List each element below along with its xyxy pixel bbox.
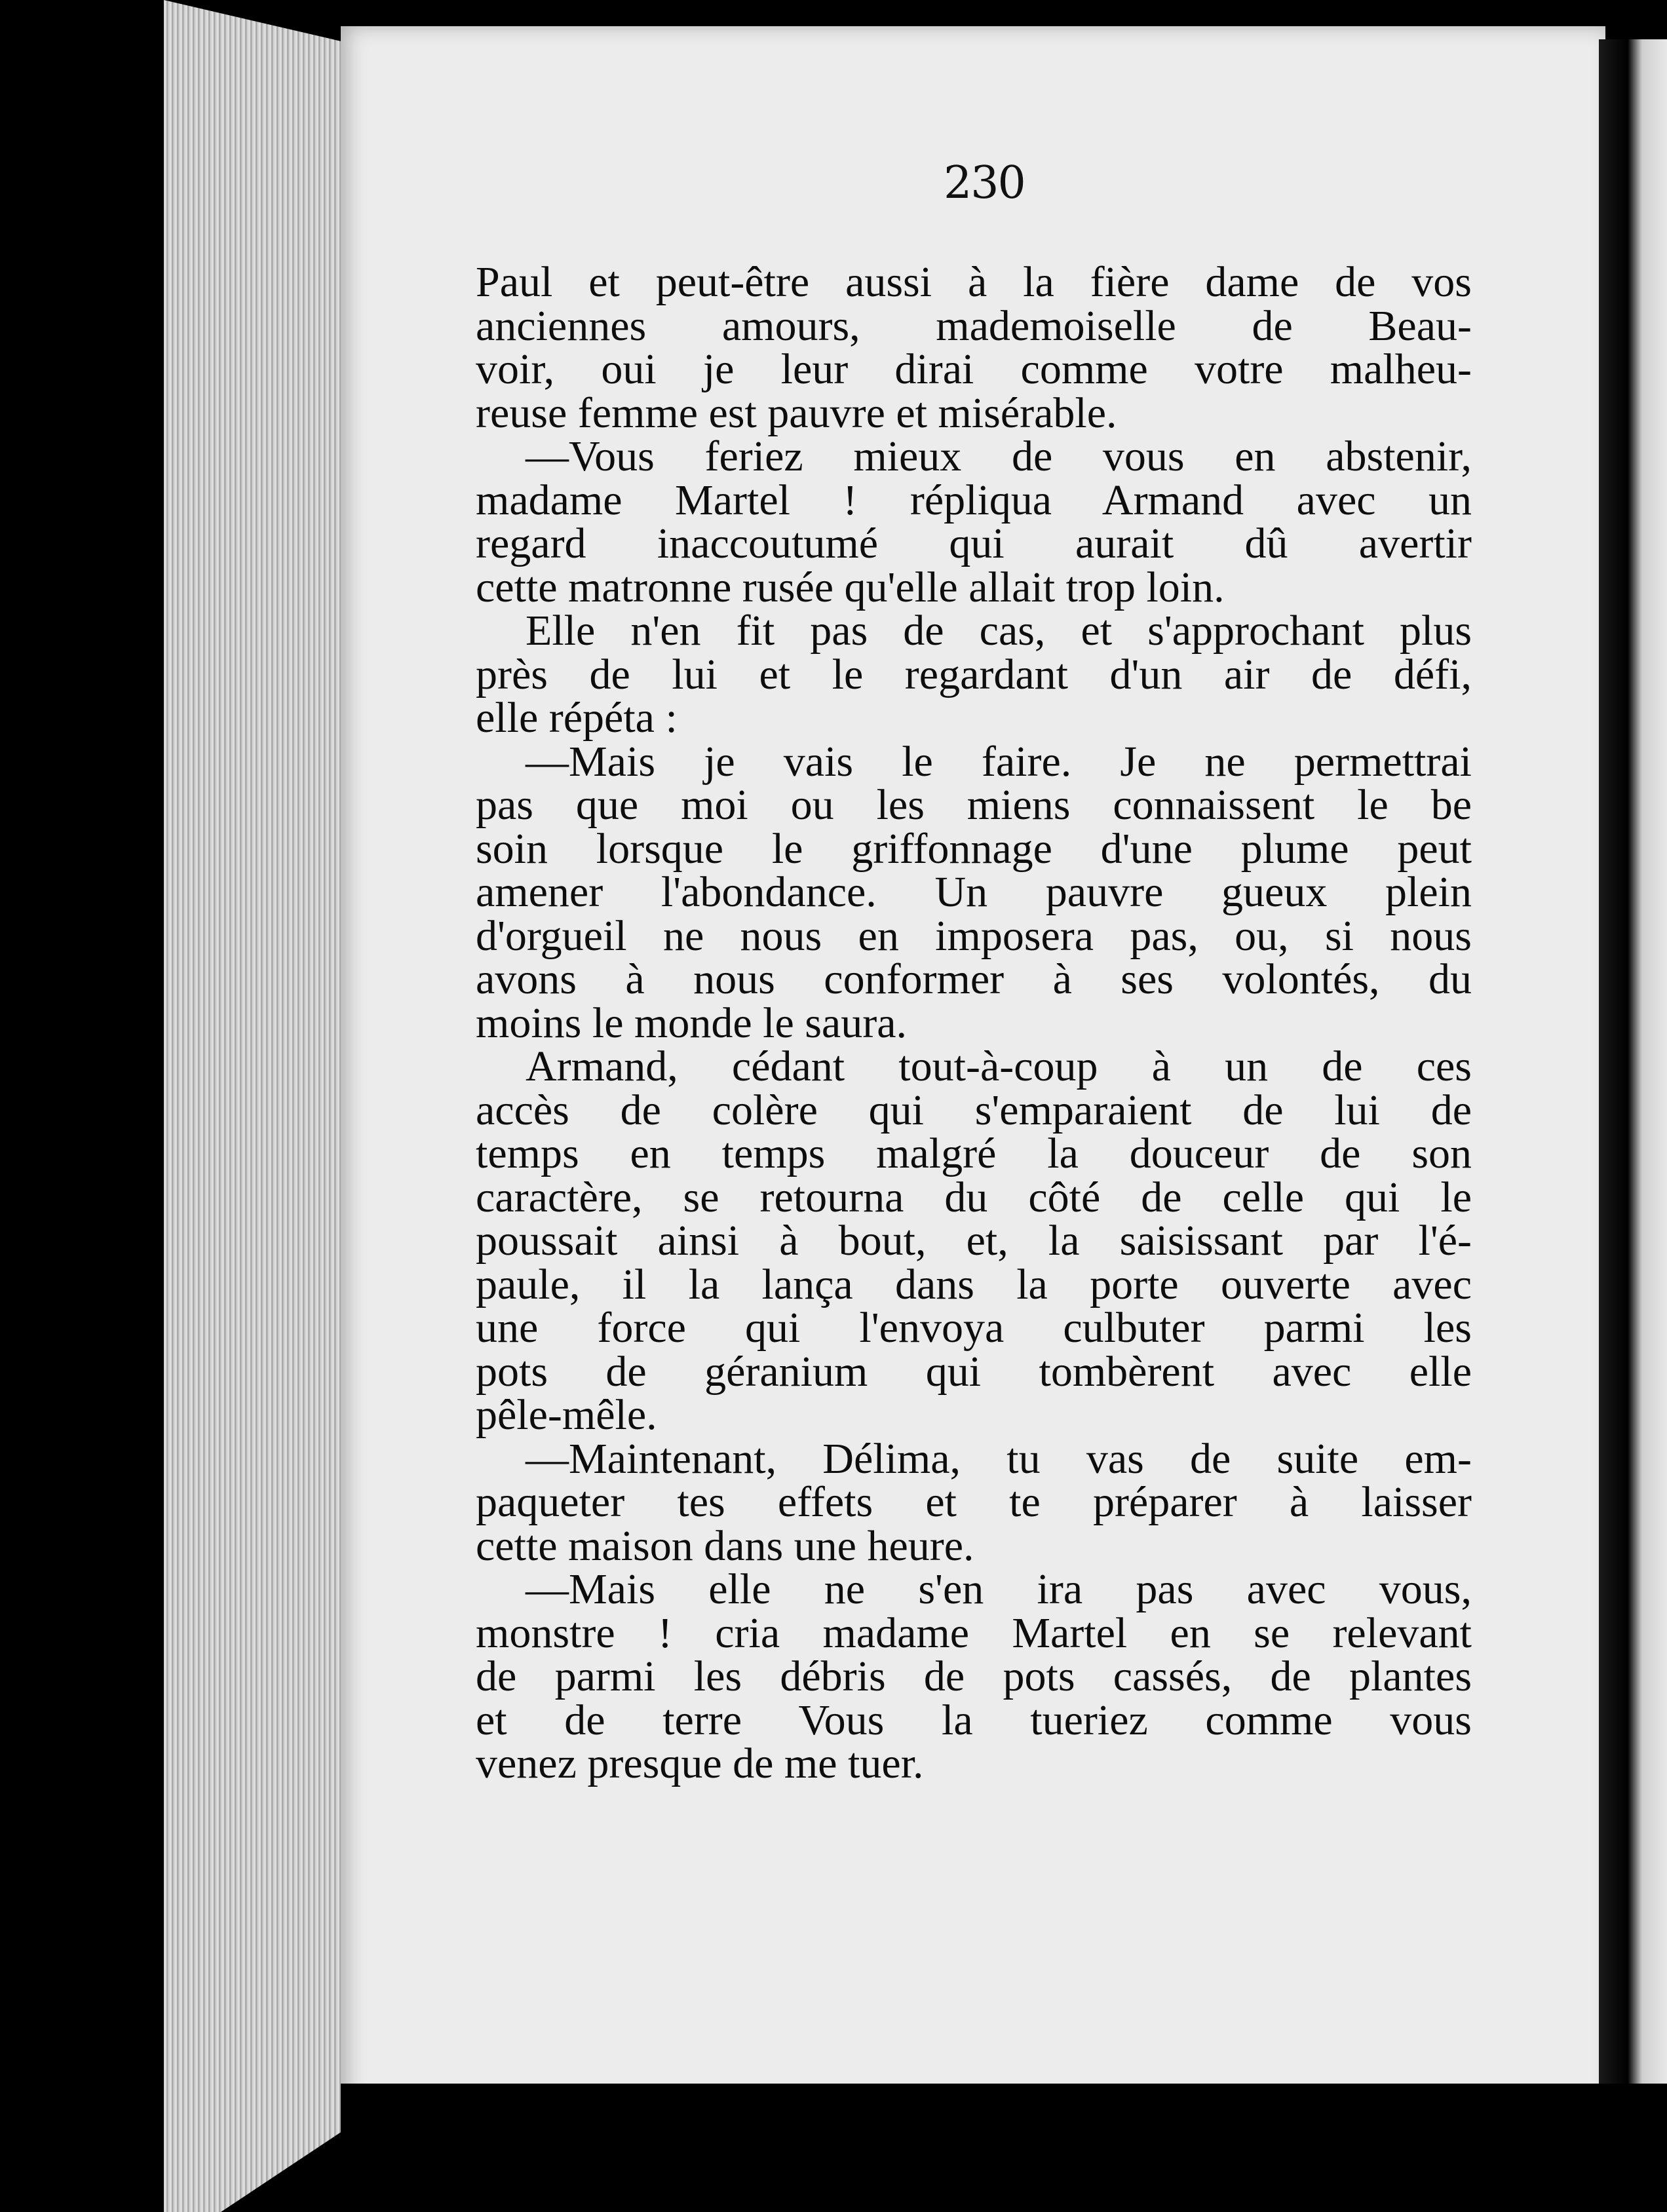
body-text [476, 258, 1472, 1787]
text-line: paule, il la lança dans la porte ouverte avec [476, 1260, 1472, 1308]
text-line: cette matronne rusée qu'elle allait trop loin. [476, 563, 1225, 611]
text-line: —Mais je vais le faire. Je ne permettrai [526, 737, 1472, 786]
text-line: venez presque de me tuer. [476, 1740, 924, 1787]
text-line: madame Martel ! répliqua Armand avec un [476, 476, 1472, 524]
text-line: et de terre Vous la tueriez comme vous [476, 1696, 1472, 1744]
text-line: monstre ! cria madame Martel en se relevant [476, 1609, 1472, 1657]
text-line: pêle-mêle. [476, 1391, 657, 1439]
bottom-shadow [341, 2084, 1667, 2212]
text-line: avons à nous conformer à ses volontés, du [476, 955, 1472, 1003]
text-line: poussait ainsi à bout, et, la saisissant par l'é- [476, 1217, 1472, 1265]
text-line: Armand, cédant tout-à-coup à un de ces [526, 1042, 1472, 1090]
text-line: elle répéta : [476, 694, 678, 742]
text-line: voir, oui je leur dirai comme votre malheu- [476, 345, 1472, 393]
book-page-edges [164, 0, 354, 2212]
text-line: amener l'abondance. Un pauvre gueux plein [476, 868, 1472, 916]
text-line: cette maison dans une heure. [476, 1521, 974, 1570]
text-line: —Mais elle ne s'en ira pas avec vous, [526, 1565, 1472, 1613]
book-binding-edge [1599, 39, 1667, 2123]
text-line: accès de colère qui s'emparaient de lui de [476, 1086, 1472, 1134]
text-line: caractère, se retourna du côté de celle qui le [476, 1173, 1472, 1221]
text-line: de parmi les débris de pots cassés, de plantes [476, 1652, 1472, 1700]
text-line: —Vous feriez mieux de vous en abstenir, [526, 432, 1472, 480]
text-line: temps en temps malgré la douceur de son [476, 1130, 1472, 1177]
text-line: pots de géranium qui tombèrent avec elle [476, 1347, 1472, 1396]
page-number: 230 [944, 157, 1025, 209]
text-line: anciennes amours, mademoiselle de Beau- [476, 301, 1472, 350]
text-line: paqueter tes effets et te préparer à laisser [476, 1478, 1472, 1526]
text-line: Paul et peut-être aussi à la fière dame de vos [476, 258, 1472, 306]
text-line: près de lui et le regardant d'un air de défi, [476, 650, 1472, 698]
text-line: regard inaccoutumé qui aurait dû avertir [476, 520, 1472, 567]
text-line: reuse femme est pauvre et misérable. [476, 389, 1117, 437]
text-line: soin lorsque le griffonnage d'une plume peut [476, 824, 1472, 873]
text-line: Elle n'en fit pas de cas, et s'approchant plus [526, 607, 1472, 655]
text-line: moins le monde le saura. [476, 999, 908, 1047]
text-line: d'orgueil ne nous en imposera pas, ou, si nous [476, 911, 1472, 960]
text-line: pas que moi ou les miens connaissent le be [476, 781, 1472, 829]
text-line: —Maintenant, Délima, tu vas de suite em- [526, 1434, 1472, 1483]
text-line: une force qui l'envoya culbuter parmi les [476, 1304, 1472, 1352]
